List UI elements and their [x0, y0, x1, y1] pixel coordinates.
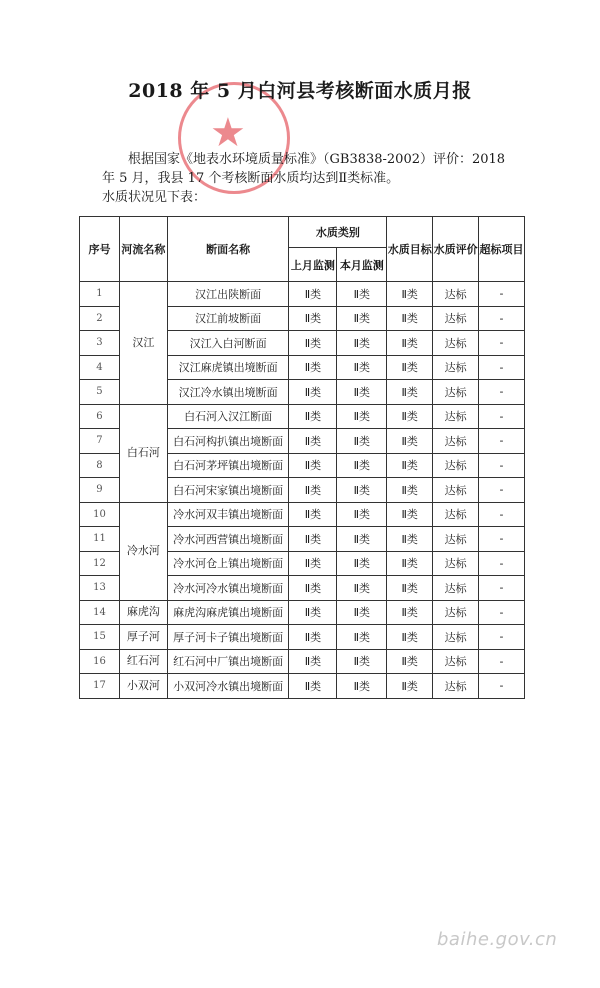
section-name: 白石河茅坪镇出境断面 — [167, 453, 289, 478]
last-month-class: Ⅱ类 — [289, 551, 337, 576]
evaluation: 达标 — [433, 355, 479, 380]
river-name: 汉江 — [119, 282, 167, 405]
this-month-class: Ⅱ类 — [337, 527, 387, 552]
target-class: Ⅱ类 — [387, 429, 433, 454]
this-month-class: Ⅱ类 — [337, 674, 387, 699]
header-last-month: 上月监测 — [289, 248, 337, 282]
section-name: 汉江前坡断面 — [167, 306, 289, 331]
header-exceed: 超标项目 — [479, 217, 525, 282]
last-month-class: Ⅱ类 — [289, 306, 337, 331]
site-watermark: baihe.gov.cn — [437, 929, 558, 950]
target-class: Ⅱ类 — [387, 600, 433, 625]
target-class: Ⅱ类 — [387, 649, 433, 674]
row-number: 13 — [80, 576, 120, 601]
target-class: Ⅱ类 — [387, 674, 433, 699]
target-class: Ⅱ类 — [387, 282, 433, 307]
last-month-class: Ⅱ类 — [289, 649, 337, 674]
target-class: Ⅱ类 — [387, 478, 433, 503]
page-title: 2018 年 5 月白河县考核断面水质月报 — [128, 80, 472, 102]
evaluation: 达标 — [433, 674, 479, 699]
this-month-class: Ⅱ类 — [337, 282, 387, 307]
header-target: 水质目标 — [387, 217, 433, 282]
table-row — [80, 674, 525, 699]
last-month-class: Ⅱ类 — [289, 502, 337, 527]
header-seq: 序号 — [80, 217, 120, 282]
row-number: 14 — [80, 600, 120, 625]
header-category: 水质类别 — [289, 217, 387, 248]
target-class: Ⅱ类 — [387, 331, 433, 356]
last-month-class: Ⅱ类 — [289, 527, 337, 552]
evaluation: 达标 — [433, 429, 479, 454]
evaluation: 达标 — [433, 282, 479, 307]
row-number: 3 — [80, 331, 120, 356]
row-number: 8 — [80, 453, 120, 478]
intro-paragraph: 根据国家《地表水环境质量标准》（GB3838-2002）评价：2018 年 5 月，我县 17 个考核断面水质均达到Ⅱ类标准。 — [102, 152, 506, 186]
table-row — [80, 502, 525, 527]
river-name: 白石河 — [119, 404, 167, 502]
table-row — [80, 282, 525, 307]
header-evaluation: 水质评价 — [433, 217, 479, 282]
exceed-items: - — [479, 551, 525, 576]
exceed-items: - — [479, 306, 525, 331]
this-month-class: Ⅱ类 — [337, 331, 387, 356]
section-name: 汉江出陕断面 — [167, 282, 289, 307]
target-class: Ⅱ类 — [387, 502, 433, 527]
section-name: 白石河入汉江断面 — [167, 404, 289, 429]
this-month-class: Ⅱ类 — [337, 355, 387, 380]
section-name: 汉江麻虎镇出境断面 — [167, 355, 289, 380]
evaluation: 达标 — [433, 600, 479, 625]
this-month-class: Ⅱ类 — [337, 429, 387, 454]
river-name: 红石河 — [119, 649, 167, 674]
evaluation: 达标 — [433, 649, 479, 674]
exceed-items: - — [479, 625, 525, 650]
exceed-items: - — [479, 404, 525, 429]
section-name: 麻虎沟麻虎镇出境断面 — [167, 600, 289, 625]
row-number: 6 — [80, 404, 120, 429]
exceed-items: - — [479, 576, 525, 601]
last-month-class: Ⅱ类 — [289, 600, 337, 625]
river-name: 小双河 — [119, 674, 167, 699]
evaluation: 达标 — [433, 502, 479, 527]
exceed-items: - — [479, 282, 525, 307]
seal-star-icon: ★ — [210, 110, 246, 156]
last-month-class: Ⅱ类 — [289, 478, 337, 503]
row-number: 7 — [80, 429, 120, 454]
target-class: Ⅱ类 — [387, 527, 433, 552]
table-row — [80, 404, 525, 429]
target-class: Ⅱ类 — [387, 355, 433, 380]
evaluation: 达标 — [433, 404, 479, 429]
this-month-class: Ⅱ类 — [337, 576, 387, 601]
this-month-class: Ⅱ类 — [337, 380, 387, 405]
river-name: 麻虎沟 — [119, 600, 167, 625]
water-quality-table — [79, 216, 525, 699]
header-section: 断面名称 — [167, 217, 289, 282]
row-number: 5 — [80, 380, 120, 405]
header-river: 河流名称 — [119, 217, 167, 282]
this-month-class: Ⅱ类 — [337, 404, 387, 429]
row-number: 11 — [80, 527, 120, 552]
last-month-class: Ⅱ类 — [289, 576, 337, 601]
last-month-class: Ⅱ类 — [289, 355, 337, 380]
row-number: 12 — [80, 551, 120, 576]
table-row — [80, 625, 525, 650]
exceed-items: - — [479, 527, 525, 552]
target-class: Ⅱ类 — [387, 453, 433, 478]
section-name: 红石河中厂镇出境断面 — [167, 649, 289, 674]
row-number: 17 — [80, 674, 120, 699]
target-class: Ⅱ类 — [387, 306, 433, 331]
this-month-class: Ⅱ类 — [337, 306, 387, 331]
last-month-class: Ⅱ类 — [289, 674, 337, 699]
exceed-items: - — [479, 331, 525, 356]
exceed-items: - — [479, 600, 525, 625]
evaluation: 达标 — [433, 551, 479, 576]
row-number: 1 — [80, 282, 120, 307]
this-month-class: Ⅱ类 — [337, 453, 387, 478]
this-month-class: Ⅱ类 — [337, 551, 387, 576]
target-class: Ⅱ类 — [387, 551, 433, 576]
evaluation: 达标 — [433, 306, 479, 331]
table-row — [80, 600, 525, 625]
exceed-items: - — [479, 429, 525, 454]
section-name: 厚子河卡子镇出境断面 — [167, 625, 289, 650]
evaluation: 达标 — [433, 576, 479, 601]
this-month-class: Ⅱ类 — [337, 649, 387, 674]
section-name: 汉江入白河断面 — [167, 331, 289, 356]
section-name: 冷水河仓上镇出境断面 — [167, 551, 289, 576]
section-name: 冷水河冷水镇出境断面 — [167, 576, 289, 601]
row-number: 2 — [80, 306, 120, 331]
exceed-items: - — [479, 502, 525, 527]
exceed-items: - — [479, 453, 525, 478]
evaluation: 达标 — [433, 453, 479, 478]
this-month-class: Ⅱ类 — [337, 478, 387, 503]
last-month-class: Ⅱ类 — [289, 625, 337, 650]
last-month-class: Ⅱ类 — [289, 331, 337, 356]
target-class: Ⅱ类 — [387, 380, 433, 405]
this-month-class: Ⅱ类 — [337, 600, 387, 625]
this-month-class: Ⅱ类 — [337, 502, 387, 527]
section-name: 白石河构扒镇出境断面 — [167, 429, 289, 454]
intro-paragraph-2: 水质状况见下表： — [102, 190, 207, 205]
last-month-class: Ⅱ类 — [289, 453, 337, 478]
river-name: 冷水河 — [119, 502, 167, 600]
exceed-items: - — [479, 649, 525, 674]
last-month-class: Ⅱ类 — [289, 404, 337, 429]
evaluation: 达标 — [433, 527, 479, 552]
header-this-month: 本月监测 — [337, 248, 387, 282]
river-name: 厚子河 — [119, 625, 167, 650]
evaluation: 达标 — [433, 331, 479, 356]
row-number: 10 — [80, 502, 120, 527]
section-name: 冷水河西营镇出境断面 — [167, 527, 289, 552]
table-row — [80, 649, 525, 674]
row-number: 16 — [80, 649, 120, 674]
section-name: 汉江冷水镇出境断面 — [167, 380, 289, 405]
last-month-class: Ⅱ类 — [289, 380, 337, 405]
row-number: 4 — [80, 355, 120, 380]
exceed-items: - — [479, 355, 525, 380]
exceed-items: - — [479, 380, 525, 405]
section-name: 冷水河双丰镇出境断面 — [167, 502, 289, 527]
target-class: Ⅱ类 — [387, 404, 433, 429]
evaluation: 达标 — [433, 478, 479, 503]
row-number: 9 — [80, 478, 120, 503]
evaluation: 达标 — [433, 380, 479, 405]
exceed-items: - — [479, 478, 525, 503]
target-class: Ⅱ类 — [387, 625, 433, 650]
this-month-class: Ⅱ类 — [337, 625, 387, 650]
row-number: 15 — [80, 625, 120, 650]
last-month-class: Ⅱ类 — [289, 282, 337, 307]
evaluation: 达标 — [433, 625, 479, 650]
target-class: Ⅱ类 — [387, 576, 433, 601]
section-name: 小双河冷水镇出境断面 — [167, 674, 289, 699]
section-name: 白石河宋家镇出境断面 — [167, 478, 289, 503]
last-month-class: Ⅱ类 — [289, 429, 337, 454]
exceed-items: - — [479, 674, 525, 699]
